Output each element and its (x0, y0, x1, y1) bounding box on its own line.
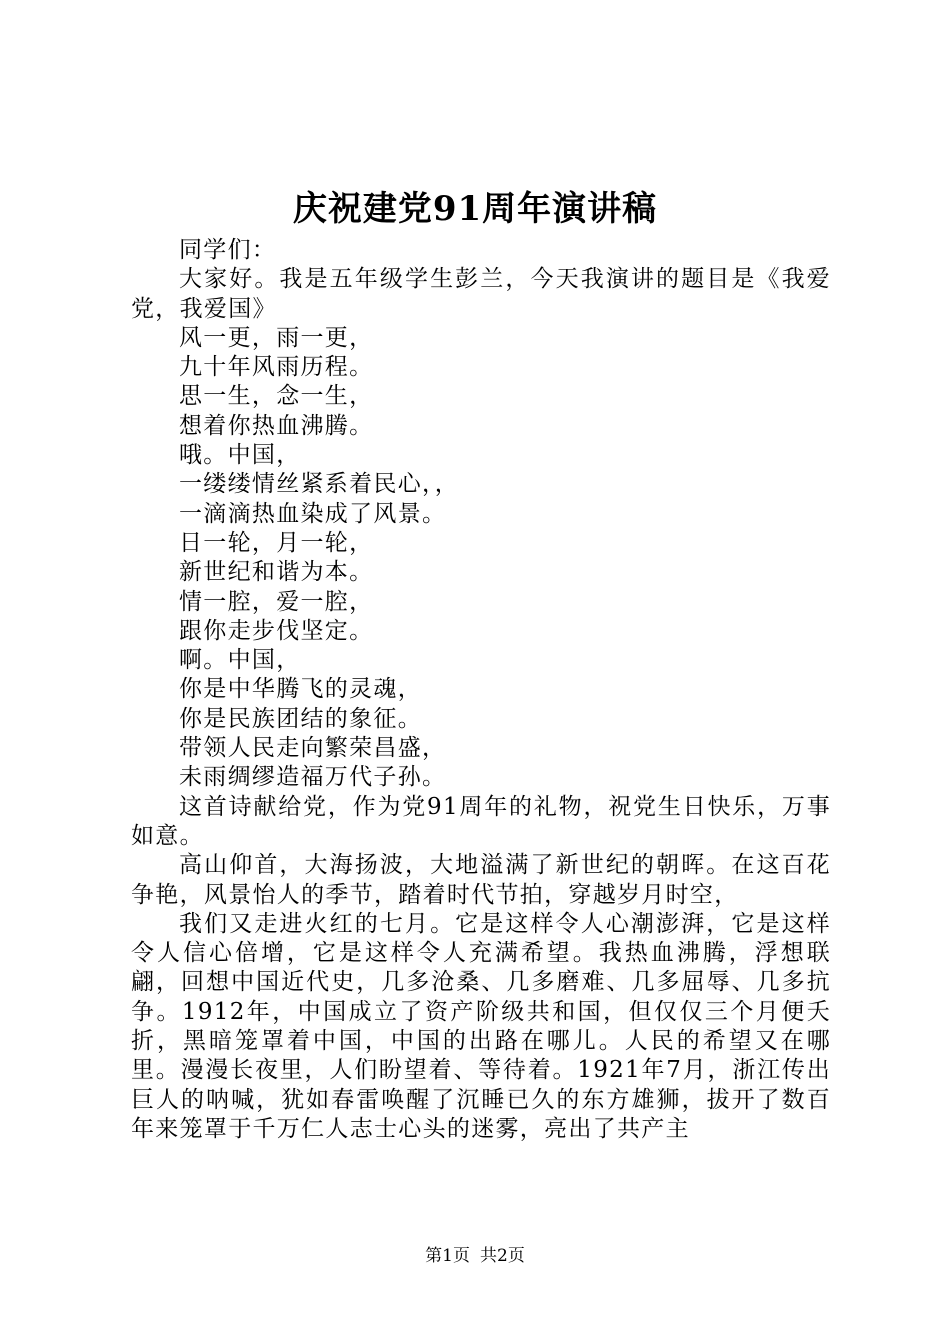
poem-line: 风一更，雨一更， (179, 324, 374, 351)
poem-line: 你是民族团结的象征。 (179, 705, 422, 732)
poem-line: 九十年风雨历程。 (179, 354, 374, 381)
poem-line: 啊。中国， (179, 647, 301, 674)
paragraph: 同学们： (179, 237, 277, 263)
poem-line: 未雨绸缪造福万代子孙。 (179, 764, 447, 791)
poem-line: 带领人民走向繁荣昌盛， (179, 735, 447, 762)
poem-line: 新世纪和谐为本。 (179, 559, 374, 586)
poem-line: 想着你热血沸腾。 (179, 412, 374, 439)
document-title: 庆祝建党91周年演讲稿 (292, 189, 658, 229)
page-number-total: 共2页 (480, 1246, 525, 1266)
page-number-current: 第1页 (425, 1246, 470, 1266)
poem-line: 情一腔，爱一腔， (179, 588, 374, 615)
document-body (131, 236, 831, 1144)
poem-line: 思一生，念一生， (179, 383, 374, 410)
poem-line: 一滴滴热血染成了风景。 (179, 500, 447, 527)
paragraph: 高山仰首，大海扬波，大地溢满了新世纪的朝晖。在这百花争艳，风景怡人的季节，踏着时代节拍，穿越岁月时空， (131, 852, 831, 908)
poem-line: 哦。中国， (179, 442, 301, 469)
poem-line: 日一轮，月一轮， (179, 529, 374, 556)
poem-line: 跟你走步伐坚定。 (179, 617, 374, 644)
poem-line: 你是中华腾飞的灵魂， (179, 676, 422, 703)
poem-line: 一缕缕情丝紧系着民心，， (179, 471, 460, 498)
paragraph: 大家好。我是五年级学生彭兰，今天我演讲的题目是《我爱党，我爱国》 (131, 266, 831, 322)
paragraph: 我们又走进火红的七月。它是这样令人心潮澎湃，它是这样令人信心倍增，它是这样令人充满希望。我热血沸腾，浮想联翩，回想中国近代史，几多沧桑、几多磨难、几多屈辱、几多抗争。1912年，中国成立了资产阶级共和国，但仅仅三个月便夭折，黑暗笼罩着中国，中国的出路在哪儿。人民的希望又在哪里。漫漫长夜里，人们盼望着、等待着。1921年7月，浙江传出巨人的呐喊，犹如春雷唤醒了沉睡已久的东方雄狮，拔开了数百年来笼罩于千万仁人志士心头的迷雾，亮出了共产主 (131, 910, 831, 1142)
paragraph: 这首诗献给党，作为党91周年的礼物，祝党生日快乐，万事如意。 (131, 793, 831, 849)
page-footer (0, 1244, 950, 1268)
